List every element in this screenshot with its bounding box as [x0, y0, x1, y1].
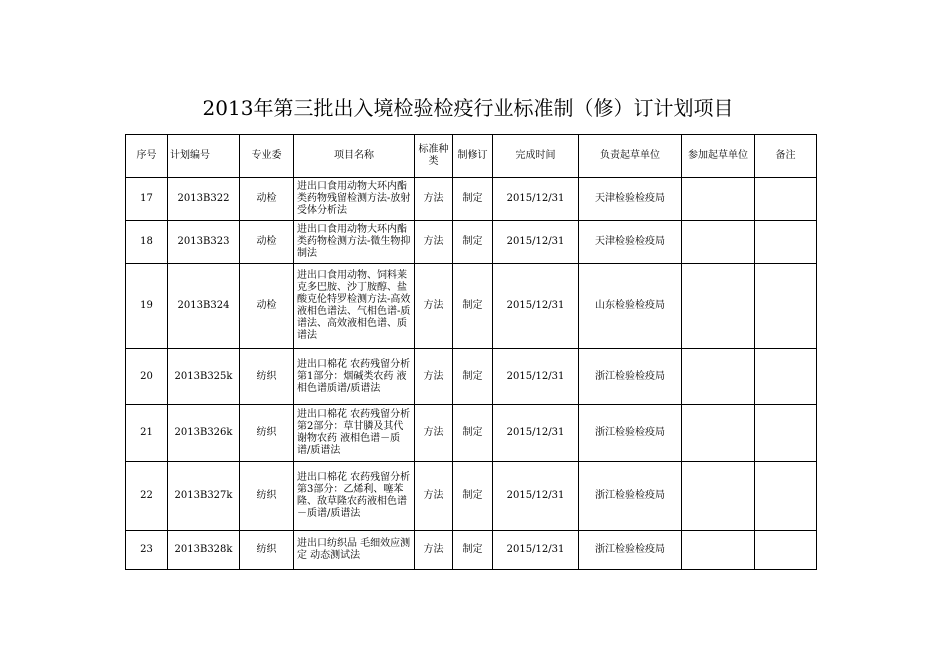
row-code: 2013B326k: [168, 405, 240, 462]
row-remark: [755, 405, 817, 462]
header-participants: 参加起草单位: [682, 135, 755, 178]
row-revision: 制定: [453, 405, 493, 462]
row-name: 进出口纺织品 毛细效应测定 动态测试法: [294, 531, 415, 570]
header-code: 计划编号: [168, 135, 240, 178]
row-committee: 纺织: [240, 349, 294, 405]
row-deadline: 2015/12/31: [493, 405, 579, 462]
header-revision: 制修订: [453, 135, 493, 178]
table-row: [126, 462, 817, 531]
header-deadline: 完成时间: [493, 135, 579, 178]
row-lead: 浙江检验检疫局: [579, 462, 682, 531]
row-name: 进出口食用动物大环内酯类药物检测方法-微生物抑制法: [294, 221, 415, 264]
row-participants: [682, 349, 755, 405]
row-committee: 动检: [240, 221, 294, 264]
row-lead: 天津检验检疫局: [579, 178, 682, 221]
row-code: 2013B322: [168, 178, 240, 221]
row-kind: 方法: [415, 221, 453, 264]
row-participants: [682, 462, 755, 531]
header-row: [126, 135, 817, 178]
row-deadline: 2015/12/31: [493, 349, 579, 405]
row-lead: 山东检验检疫局: [579, 264, 682, 349]
row-lead: 浙江检验检疫局: [579, 405, 682, 462]
row-remark: [755, 221, 817, 264]
row-remark: [755, 178, 817, 221]
row-remark: [755, 264, 817, 349]
row-seq: 18: [126, 221, 168, 264]
table-row: [126, 349, 817, 405]
row-seq: 22: [126, 462, 168, 531]
row-kind: 方法: [415, 178, 453, 221]
row-participants: [682, 221, 755, 264]
row-name: 进出口食用动物大环内酯类药物残留检测方法-放射受体分析法: [294, 178, 415, 221]
row-remark: [755, 531, 817, 570]
header-kind: 标准种类: [415, 135, 453, 178]
row-name: 进出口棉花 农药残留分析 第1部分：烟碱类农药 液相色谱质谱/质谱法: [294, 349, 415, 405]
page-title: 2013年第三批出入境检验检疫行业标准制（修）订计划项目: [202, 96, 734, 120]
row-participants: [682, 178, 755, 221]
row-revision: 制定: [453, 221, 493, 264]
row-committee: 纺织: [240, 462, 294, 531]
row-deadline: 2015/12/31: [493, 178, 579, 221]
row-participants: [682, 264, 755, 349]
row-revision: 制定: [453, 178, 493, 221]
header-name: 项目名称: [294, 135, 415, 178]
row-code: 2013B327k: [168, 462, 240, 531]
header-seq: 序号: [126, 135, 168, 178]
row-kind: 方法: [415, 264, 453, 349]
row-code: 2013B328k: [168, 531, 240, 570]
row-name: 进出口棉花 农药残留分析 第2部分：草甘膦及其代谢物农药 液相色谱－质谱/质谱法: [294, 405, 415, 462]
row-deadline: 2015/12/31: [493, 221, 579, 264]
row-seq: 17: [126, 178, 168, 221]
row-seq: 23: [126, 531, 168, 570]
header-remark: 备注: [755, 135, 817, 178]
row-committee: 纺织: [240, 405, 294, 462]
row-deadline: 2015/12/31: [493, 264, 579, 349]
row-kind: 方法: [415, 462, 453, 531]
table-row: [126, 405, 817, 462]
row-deadline: 2015/12/31: [493, 462, 579, 531]
plan-table: [125, 134, 817, 570]
header-lead: 负责起草单位: [579, 135, 682, 178]
row-revision: 制定: [453, 462, 493, 531]
row-committee: 动检: [240, 178, 294, 221]
row-remark: [755, 349, 817, 405]
row-seq: 21: [126, 405, 168, 462]
row-revision: 制定: [453, 349, 493, 405]
header-committee: 专业委: [240, 135, 294, 178]
row-code: 2013B324: [168, 264, 240, 349]
row-seq: 20: [126, 349, 168, 405]
row-name: 进出口食用动物、饲料莱克多巴胺、沙丁胺醇、盐酸克伦特罗检测方法-高效液相色谱法、气相色谱-质谱法、高效液相色谱、质谱法: [294, 264, 415, 349]
row-remark: [755, 462, 817, 531]
row-revision: 制定: [453, 264, 493, 349]
row-kind: 方法: [415, 405, 453, 462]
row-kind: 方法: [415, 531, 453, 570]
row-participants: [682, 405, 755, 462]
row-lead: 浙江检验检疫局: [579, 349, 682, 405]
row-deadline: 2015/12/31: [493, 531, 579, 570]
table-row: [126, 221, 817, 264]
table-row: [126, 264, 817, 349]
row-committee: 动检: [240, 264, 294, 349]
row-kind: 方法: [415, 349, 453, 405]
row-code: 2013B325k: [168, 349, 240, 405]
row-lead: 天津检验检疫局: [579, 221, 682, 264]
row-code: 2013B323: [168, 221, 240, 264]
row-seq: 19: [126, 264, 168, 349]
row-name: 进出口棉花 农药残留分析 第3部分：乙烯利、噻苯隆、敌草隆农药液相色谱－质谱/质谱法: [294, 462, 415, 531]
row-participants: [682, 531, 755, 570]
row-committee: 纺织: [240, 531, 294, 570]
table-row: [126, 178, 817, 221]
row-lead: 浙江检验检疫局: [579, 531, 682, 570]
row-revision: 制定: [453, 531, 493, 570]
table-row: [126, 531, 817, 570]
